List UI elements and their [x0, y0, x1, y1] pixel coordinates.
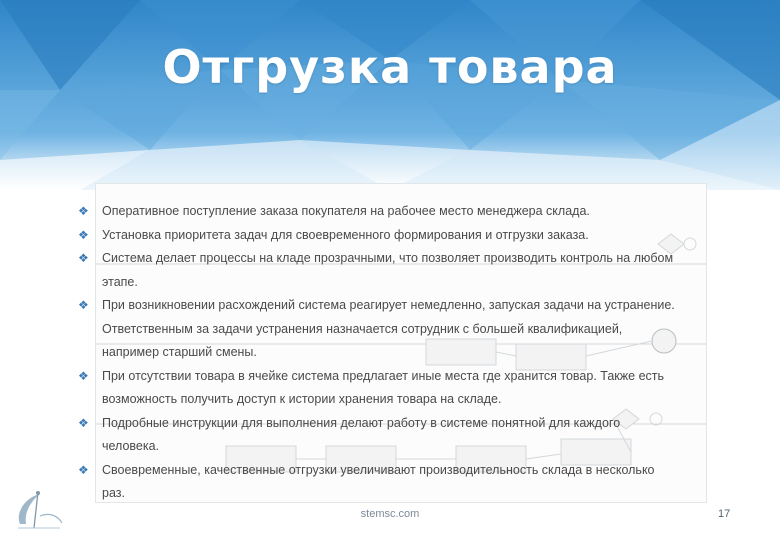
bullet-item — [78, 247, 678, 294]
bullet-text: При отсутствии товара в ячейке система предлагает иные места где хранится товар. Также есть возможность получить доступ к истории хранения товара на складе. — [102, 368, 665, 406]
bullet-item — [78, 224, 678, 248]
bullet-text: Система делает процессы на кладе прозрачными, что позволяет производить контроль на любом этапе. — [102, 251, 674, 289]
bullet-list — [78, 200, 678, 506]
diamond-bullet-icon: ❖ — [78, 462, 89, 477]
bullet-item — [78, 365, 678, 412]
bullet-item — [78, 412, 678, 459]
diamond-bullet-icon: ❖ — [78, 204, 89, 218]
header-banner — [0, 0, 780, 190]
bullet-text: Своевременные, качественные отгрузки увеличивают производительность склада в несколько раз. — [102, 462, 655, 500]
bullet-text: Подробные инструкции для выполнения делают работу в системе понятной для каждого человека. — [102, 415, 621, 453]
page-number: 17 — [718, 508, 731, 520]
bullet-item — [78, 200, 678, 224]
polygon-background — [0, 0, 780, 190]
bullet-text: Установка приоритета задач для своевременного формирования и отгрузки заказа. — [102, 227, 589, 242]
bullet-item — [78, 459, 678, 506]
diamond-bullet-icon: ❖ — [78, 415, 89, 430]
diamond-bullet-icon: ❖ — [78, 251, 89, 265]
bullet-text: Оперативное поступление заказа покупателя на рабочее место менеджера склада. — [102, 204, 590, 218]
diamond-bullet-icon: ❖ — [78, 298, 89, 312]
diamond-bullet-icon: ❖ — [78, 368, 89, 383]
slide-title: Отгрузка товара — [162, 40, 618, 94]
diamond-bullet-icon: ❖ — [78, 227, 89, 242]
footer-url: stemsc.com — [360, 508, 420, 520]
bullet-text: При возникновении расхождений система реагирует немедленно, запуская задачи на устранение. Ответственным за задачи устранения назначается сотрудник с большей квалификацией, например старший смены. — [102, 298, 675, 359]
bullet-item — [78, 294, 678, 365]
